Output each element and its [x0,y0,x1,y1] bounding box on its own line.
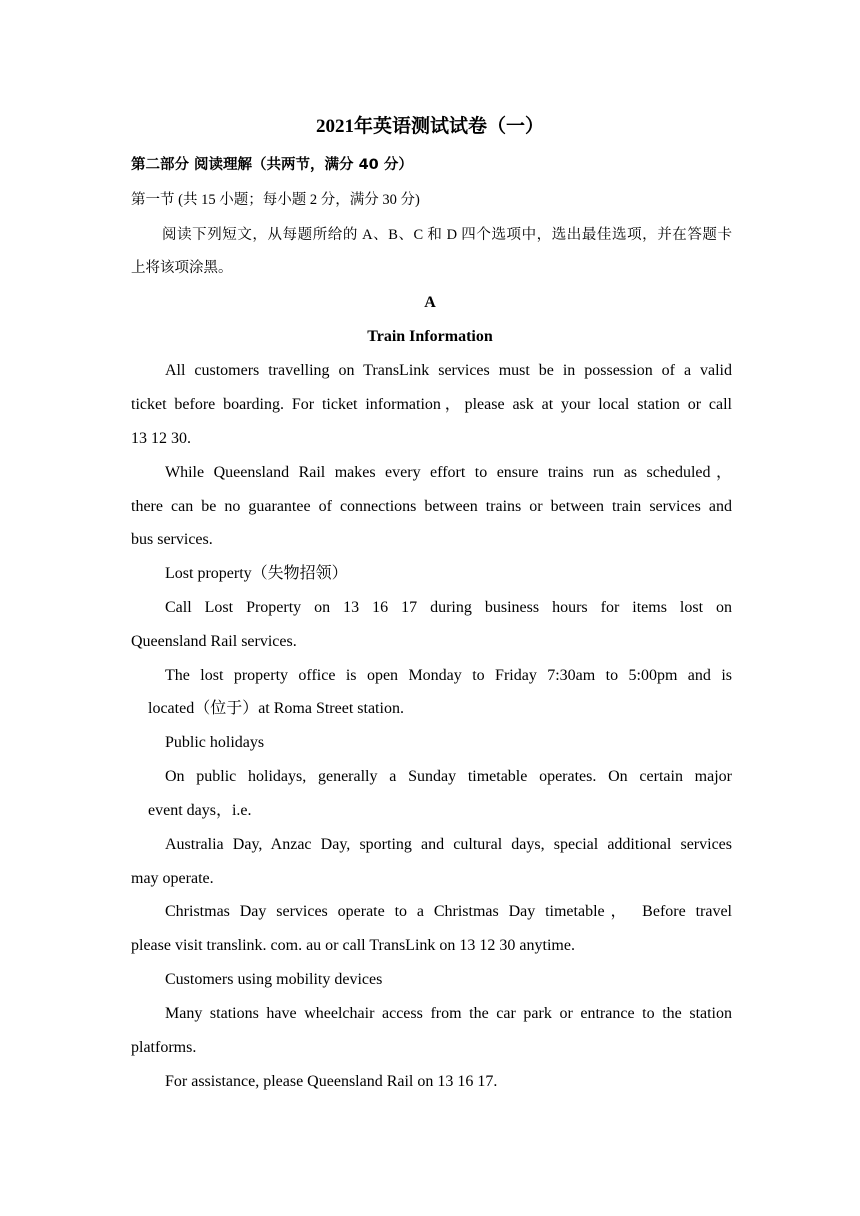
passage-line: ticket before boarding. For ticket information，please ask at your local station or call [131,396,732,413]
instructions-line-1: 阅读下列短文，从每题所给的 A、B、C 和 D 四个选项中，选出最佳选项，并在答题卡 [162,227,732,243]
passage-line: Australia Day, Anzac Day, sporting and cultural days, special additional services [165,836,732,853]
passage-line: bus services. [131,531,213,548]
passage-line: On public holidays, generally a Sunday timetable operates. On certain major [165,768,732,785]
passage-heading: Train Information [367,328,493,345]
passage-line: While Queensland Rail makes every effort to ensure trains run as scheduled， [165,464,732,481]
passage-line: please visit translink. com. au or call TransLink on 13 12 30 anytime. [131,937,575,954]
exam-title: 2021年英语测试试卷（一） [315,116,544,137]
passage-line: event days，i.e. [148,802,252,819]
passage-line: For assistance, please Queensland Rail on 13 16 17. [165,1073,498,1090]
passage-line: located（位于）at Roma Street station. [148,700,404,717]
passage-line: Call Lost Property on 13 16 17 during business hours for items lost on [165,599,732,616]
passage-line: platforms. [131,1039,197,1056]
passage-line: Queensland Rail services. [131,633,297,650]
passage-letter: A [424,294,436,311]
section-heading: 第一节 (共 15 小题；每小题 2 分，满分 30 分) [131,192,420,208]
passage-line: The lost property office is open Monday to Friday 7:30am to 5:00pm and is [165,667,732,684]
part-heading: 第二部分 阅读理解（共两节，满分 40 分） [131,157,413,173]
passage-line: Many stations have wheelchair access from the car park or entrance to the station [165,1005,732,1022]
passage-line: 13 12 30. [131,430,191,447]
passage-line: may operate. [131,870,214,887]
passage-line: Christmas Day services operate to a Christmas Day timetable， Before travel [165,903,732,920]
subheading-mobility-devices: Customers using mobility devices [165,971,383,988]
subheading-lost-property: Lost property（失物招领） [165,565,348,582]
instructions-line-2: 上将该项涂黑。 [131,260,233,276]
passage-line: All customers travelling on TransLink services must be in possession of a valid [165,362,732,379]
subheading-public-holidays: Public holidays [165,734,265,751]
passage-line: there can be no guarantee of connections between trains or between train services and [131,498,732,515]
